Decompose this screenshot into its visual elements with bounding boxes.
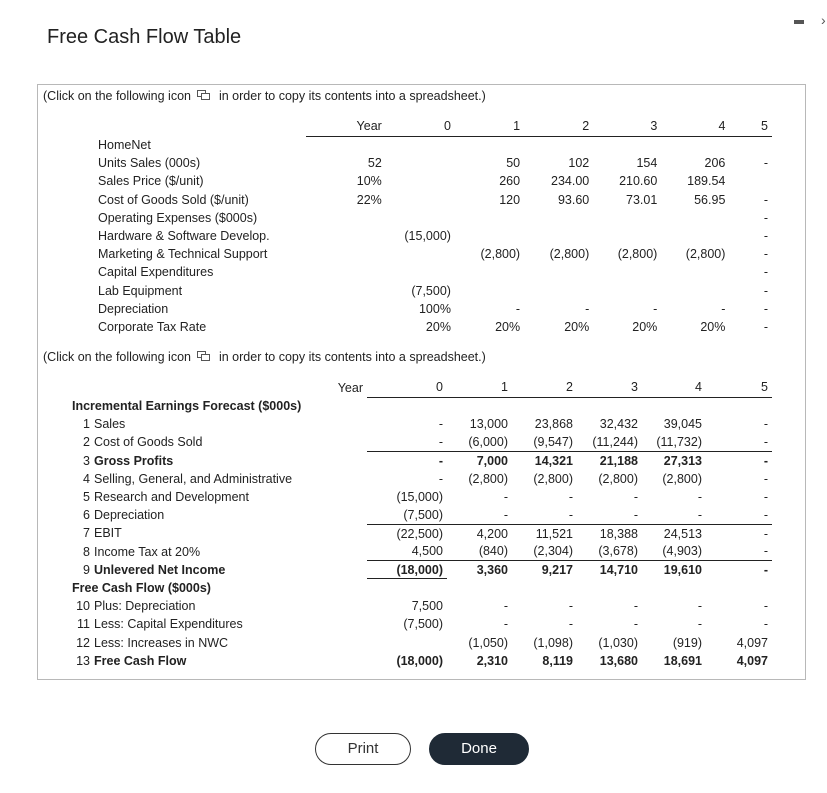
cell: - [763, 490, 768, 505]
cell: 206 [704, 156, 726, 171]
header-year-1: 1 [455, 117, 524, 136]
table-row [72, 136, 772, 154]
cell: 20% [700, 319, 726, 334]
cell: (15,000) [404, 229, 451, 244]
cell [386, 136, 455, 154]
free-cash-flow-table[interactable] [72, 378, 772, 670]
row-number: 2 [83, 435, 90, 450]
row-number: 10 [76, 599, 90, 614]
row-number: 7 [83, 526, 90, 541]
table-row [72, 561, 772, 579]
cell: 234.00 [551, 174, 590, 189]
cell: (2,800) [468, 471, 508, 486]
cell: (919) [672, 635, 702, 650]
table-row [72, 433, 772, 451]
minimize-icon[interactable] [794, 20, 804, 24]
cell: - [763, 192, 768, 207]
cell: - [763, 247, 768, 262]
header-year-4: 4 [661, 117, 729, 136]
cell: 19,610 [642, 561, 706, 579]
row-label: EBIT [94, 526, 122, 541]
cell: (1,030) [598, 635, 638, 650]
cell [455, 282, 524, 300]
cell: 4,097 [736, 635, 768, 650]
cell: 4,500 [411, 544, 443, 559]
cell [455, 227, 524, 245]
table-row [72, 506, 772, 524]
cell: (18,000) [396, 653, 443, 668]
cell [306, 227, 386, 245]
cell: (11,732) [656, 435, 702, 450]
row-label: Selling, General, and Administrative [94, 471, 293, 486]
header-year: Year [337, 380, 363, 395]
cell: - [706, 561, 772, 579]
cell [661, 282, 729, 300]
cell: - [503, 617, 508, 632]
cell: 20% [632, 319, 658, 334]
cell: 23,868 [534, 417, 573, 432]
cell: - [438, 471, 443, 486]
cell: - [653, 301, 658, 316]
cell: 7,500 [411, 599, 443, 614]
cell: - [763, 283, 768, 298]
cell: 56.95 [694, 192, 726, 207]
cell: (2,800) [662, 471, 702, 486]
row-label: Hardware & Software Develop. [98, 229, 270, 244]
cell: (2,304) [533, 544, 573, 559]
cell: (6,000) [468, 435, 508, 450]
row-number: 5 [83, 490, 90, 505]
table-row [72, 282, 772, 300]
cell: - [585, 301, 590, 316]
cell: 2,310 [476, 653, 508, 668]
cell: - [568, 507, 573, 522]
cell: 120 [499, 192, 521, 207]
cell [524, 209, 593, 227]
table-row [72, 488, 772, 506]
cell [729, 136, 772, 154]
row-label: Marketing & Technical Support [98, 247, 268, 262]
cell: - [763, 301, 768, 316]
row-label: Cost of Goods Sold ($/unit) [98, 192, 249, 207]
cell: (1,098) [533, 635, 573, 650]
cell: - [568, 490, 573, 505]
row-number: 3 [83, 453, 90, 468]
cell: - [763, 210, 768, 225]
page-title: Free Cash Flow Table [47, 26, 242, 48]
cell: - [721, 301, 726, 316]
cell: (2,800) [533, 471, 573, 486]
header-year-4: 4 [642, 378, 706, 397]
cell: 93.60 [557, 192, 590, 207]
more-icon[interactable]: › [821, 12, 826, 28]
header-blank [72, 117, 306, 136]
cell [524, 263, 593, 281]
row-label: Cost of Goods Sold [94, 435, 203, 450]
copy-note-suffix: in order to copy its contents into a spreadsheet.) [218, 89, 486, 103]
cell [593, 263, 661, 281]
section-row-earnings [72, 397, 772, 415]
cell: - [633, 599, 638, 614]
cell [455, 209, 524, 227]
cell: - [568, 617, 573, 632]
cell: (2,800) [480, 247, 521, 262]
cell: (2,800) [598, 471, 638, 486]
cell: (2,800) [617, 247, 658, 262]
copy-note-2 [43, 350, 486, 364]
cell: - [438, 417, 443, 432]
cell [306, 300, 386, 318]
cell: (22,500) [367, 524, 447, 542]
table-header-row [72, 117, 772, 136]
row-label: Free Cash Flow [94, 653, 187, 668]
cell: - [633, 507, 638, 522]
copy-to-spreadsheet-icon[interactable] [197, 351, 211, 362]
row-label: Depreciation [94, 508, 165, 523]
row-label: Operating Expenses ($000s) [98, 210, 258, 225]
table-row [72, 172, 772, 190]
cell [386, 172, 455, 190]
row-label: Lab Equipment [98, 283, 183, 298]
table-row [72, 154, 772, 172]
cell: 20% [495, 319, 521, 334]
cell: (11,244) [592, 435, 638, 450]
cell: - [763, 599, 768, 614]
cell: - [763, 471, 768, 486]
section-title: Incremental Earnings Forecast ($000s) [72, 399, 302, 414]
cell: - [633, 490, 638, 505]
row-label: HomeNet [98, 138, 151, 153]
row-number: 13 [76, 653, 90, 668]
row-label: Unlevered Net Income [94, 562, 226, 577]
cell: 11,521 [512, 524, 577, 542]
cell [524, 227, 593, 245]
table-row [72, 209, 772, 227]
cell: 13,680 [599, 653, 638, 668]
cell [455, 136, 524, 154]
header-year-3: 3 [577, 378, 642, 397]
copy-to-spreadsheet-icon[interactable] [197, 90, 211, 101]
table-row [72, 524, 772, 542]
header-year: Year [306, 117, 386, 136]
cell: - [763, 156, 768, 171]
cell: (1,050) [468, 635, 508, 650]
copy-note-prefix: (Click on the following icon [43, 89, 191, 103]
cell [593, 209, 661, 227]
cell: 32,432 [599, 417, 638, 432]
header-year-0: 0 [367, 378, 447, 397]
cell [524, 136, 593, 154]
cell: 210.60 [619, 174, 658, 189]
cell: 9,217 [512, 561, 577, 579]
cell: - [763, 507, 768, 522]
header-year-3: 3 [593, 117, 661, 136]
cell: - [763, 229, 768, 244]
copy-note-suffix: in order to copy its contents into a spreadsheet.) [218, 350, 486, 364]
cell: 154 [636, 156, 658, 171]
cell: - [763, 265, 768, 280]
cell: 14,321 [512, 452, 577, 470]
section-row-fcf [72, 579, 772, 597]
cell [306, 209, 386, 227]
cell: - [697, 507, 702, 522]
row-label: Corporate Tax Rate [98, 319, 207, 334]
row-number: 6 [83, 508, 90, 523]
row-label: Sales Price ($/unit) [98, 174, 204, 189]
cell: (3,678) [598, 544, 638, 559]
cell [593, 282, 661, 300]
cell: 22% [356, 192, 382, 207]
done-button[interactable]: Done [429, 733, 529, 765]
print-button[interactable]: Print [315, 733, 411, 765]
cell [386, 209, 455, 227]
table-header-row [72, 378, 772, 397]
cell: 21,188 [577, 452, 642, 470]
header-year-5: 5 [729, 117, 772, 136]
cell: - [503, 490, 508, 505]
table-row [72, 452, 772, 470]
cell: - [763, 617, 768, 632]
table-row [72, 597, 772, 615]
cell [661, 263, 729, 281]
cell [661, 136, 729, 154]
table-row [72, 318, 772, 336]
header-year-0: 0 [386, 117, 455, 136]
cell: - [763, 544, 768, 559]
row-number: 8 [83, 544, 90, 559]
table-row [72, 245, 772, 263]
cell: 3,360 [447, 561, 512, 579]
cell: - [568, 599, 573, 614]
cell: - [697, 617, 702, 632]
table-row [72, 415, 772, 433]
cell [455, 263, 524, 281]
copy-note-prefix: (Click on the following icon [43, 350, 191, 364]
cell: - [367, 452, 447, 470]
cell: 100% [418, 301, 451, 316]
homenet-assumptions-table[interactable] [72, 117, 772, 336]
cell: (7,500) [403, 507, 443, 522]
row-number: 11 [77, 617, 90, 632]
cell: 73.01 [626, 192, 658, 207]
copy-note [43, 89, 486, 103]
cell [306, 136, 386, 154]
cell: 24,513 [642, 524, 706, 542]
row-number: 12 [76, 635, 90, 650]
cell: 102 [568, 156, 590, 171]
cell [386, 263, 455, 281]
table-row [72, 470, 772, 488]
cell: (4,903) [662, 544, 702, 559]
cell: 27,313 [642, 452, 706, 470]
cell [386, 154, 455, 172]
cell: - [706, 524, 772, 542]
cell: 18,691 [663, 653, 702, 668]
row-label: Plus: Depreciation [94, 599, 196, 614]
cell: (2,800) [549, 247, 590, 262]
cell [661, 227, 729, 245]
row-label: Capital Expenditures [98, 265, 214, 280]
cell: - [763, 435, 768, 450]
cell: 20% [564, 319, 590, 334]
table-row [72, 633, 772, 651]
cell [306, 263, 386, 281]
table-row [72, 227, 772, 245]
cell: 260 [499, 174, 521, 189]
table-row [72, 615, 772, 633]
cell [729, 172, 772, 190]
row-label: Gross Profits [94, 453, 174, 468]
cell: - [697, 490, 702, 505]
cell: 18,388 [577, 524, 642, 542]
cell: 4,097 [736, 653, 768, 668]
cell: (840) [478, 544, 508, 559]
header-year-5: 5 [706, 378, 772, 397]
cell: - [633, 617, 638, 632]
cell [593, 227, 661, 245]
cell [367, 633, 447, 651]
cell: - [763, 319, 768, 334]
row-label: Less: Increases in NWC [94, 635, 229, 650]
cell: - [503, 507, 508, 522]
cell: (7,500) [403, 617, 443, 632]
cell: 4,200 [447, 524, 512, 542]
row-label: Sales [94, 417, 126, 432]
row-number: 4 [83, 471, 90, 486]
cell: - [706, 452, 772, 470]
cell [306, 245, 386, 263]
cell: (15,000) [396, 490, 443, 505]
cell: - [763, 417, 768, 432]
cell: 7,000 [447, 452, 512, 470]
cell: (2,800) [685, 247, 726, 262]
row-label: Depreciation [98, 301, 169, 316]
cell: 52 [367, 156, 382, 171]
cell: - [697, 599, 702, 614]
cell [661, 209, 729, 227]
header-blank [72, 378, 94, 397]
cell: (18,000) [367, 561, 447, 579]
cell [306, 318, 386, 336]
table-row [72, 652, 772, 670]
cell [306, 282, 386, 300]
cell [524, 282, 593, 300]
cell: 20% [425, 319, 451, 334]
row-label: Less: Capital Expenditures [94, 617, 243, 632]
cell: (9,547) [533, 435, 573, 450]
cell: 10% [356, 174, 382, 189]
row-label: Income Tax at 20% [94, 544, 201, 559]
cell: - [438, 435, 443, 450]
table-row [72, 543, 772, 561]
row-label: Units Sales (000s) [98, 156, 201, 171]
cell [386, 245, 455, 263]
cell: 50 [506, 156, 521, 171]
cell: - [515, 301, 521, 316]
cell: 39,045 [663, 417, 702, 432]
cell: - [503, 599, 508, 614]
cell: 8,119 [542, 653, 573, 668]
table-row [72, 263, 772, 281]
cell: (7,500) [411, 283, 451, 298]
header-year-2: 2 [524, 117, 593, 136]
header-year-2: 2 [512, 378, 577, 397]
row-label: Research and Development [94, 490, 249, 505]
table-row [72, 300, 772, 318]
row-number: 9 [83, 562, 90, 577]
cell: 14,710 [577, 561, 642, 579]
cell [593, 136, 661, 154]
row-number: 1 [83, 417, 90, 432]
section-title: Free Cash Flow ($000s) [72, 581, 211, 596]
header-year-1: 1 [447, 378, 512, 397]
table-row [72, 191, 772, 209]
cell: 13,000 [469, 417, 508, 432]
cell [386, 191, 455, 209]
cell: 189.54 [687, 174, 726, 189]
